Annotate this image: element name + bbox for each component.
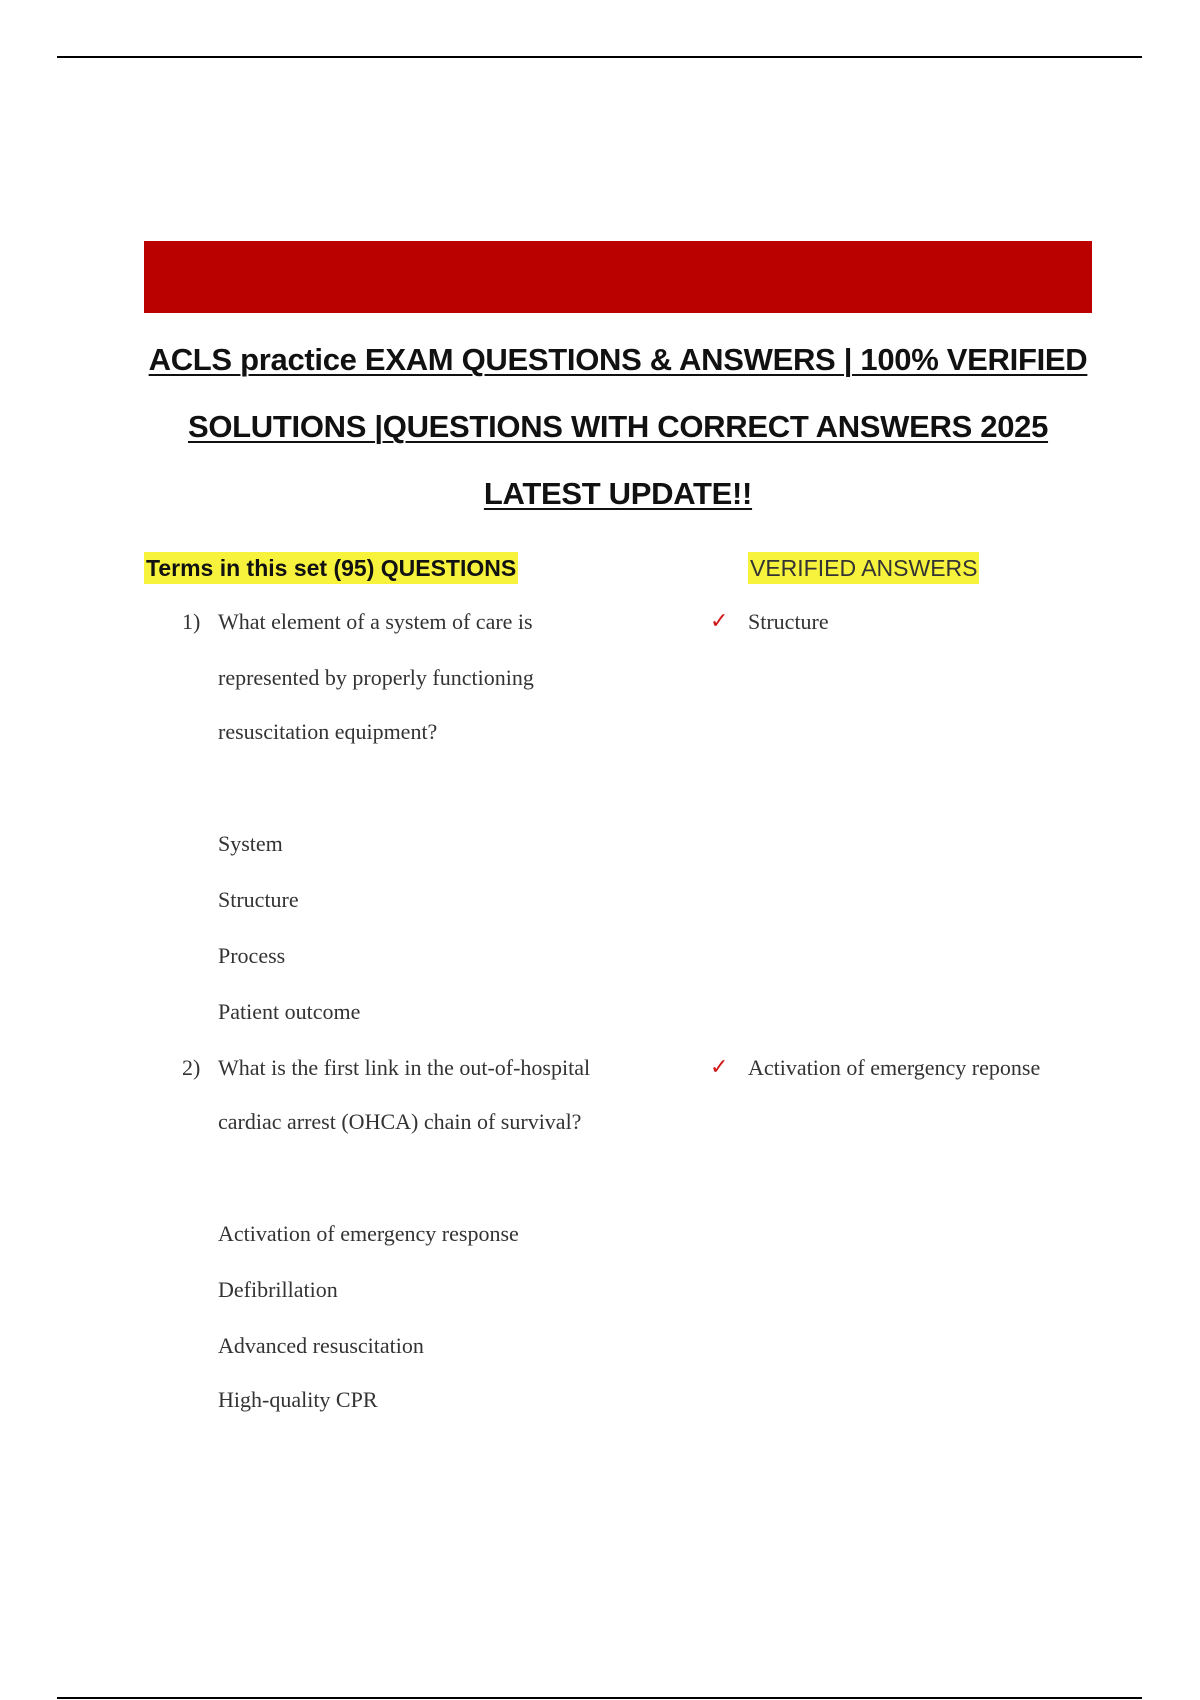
- option-item: High-quality CPR: [218, 1387, 378, 1412]
- option-item: Advanced resuscitation: [218, 1333, 424, 1358]
- header-band: [144, 241, 1092, 313]
- option-item: Defibrillation: [218, 1277, 338, 1302]
- option-item: System: [218, 831, 283, 856]
- title-line-2: SOLUTIONS |QUESTIONS WITH CORRECT ANSWERS 2025: [187, 409, 1049, 444]
- option-item: Process: [218, 943, 286, 968]
- question-text-line: represented by properly functioning: [218, 665, 534, 690]
- document-title: [120, 326, 1116, 527]
- question-text-line: cardiac arrest (OHCA) chain of survival?: [218, 1109, 582, 1134]
- title-line-3: LATEST UPDATE!!: [483, 476, 753, 511]
- question-number: 1): [182, 609, 201, 634]
- top-rule: [57, 56, 1142, 58]
- question-text-line: What is the first link in the out-of-hospital: [218, 1055, 591, 1080]
- bottom-rule: [57, 1697, 1142, 1699]
- questions-header: Terms in this set (95) QUESTIONS: [144, 552, 518, 584]
- option-item: Patient outcome: [218, 999, 361, 1024]
- verified-answer: Activation of emergency reponse: [748, 1055, 1041, 1080]
- title-line-1: ACLS practice EXAM QUESTIONS & ANSWERS | 100% VERIFIED: [148, 342, 1088, 377]
- option-item: Activation of emergency response: [218, 1221, 519, 1246]
- verified-answer: Structure: [748, 609, 829, 634]
- checkmark-icon: ✓: [710, 609, 729, 634]
- answers-header: VERIFIED ANSWERS: [748, 552, 979, 584]
- question-number: 2): [182, 1055, 201, 1080]
- checkmark-icon: ✓: [710, 1055, 729, 1080]
- question-text-line: resuscitation equipment?: [218, 719, 438, 744]
- option-item: Structure: [218, 887, 299, 912]
- question-text-line: What element of a system of care is: [218, 609, 533, 634]
